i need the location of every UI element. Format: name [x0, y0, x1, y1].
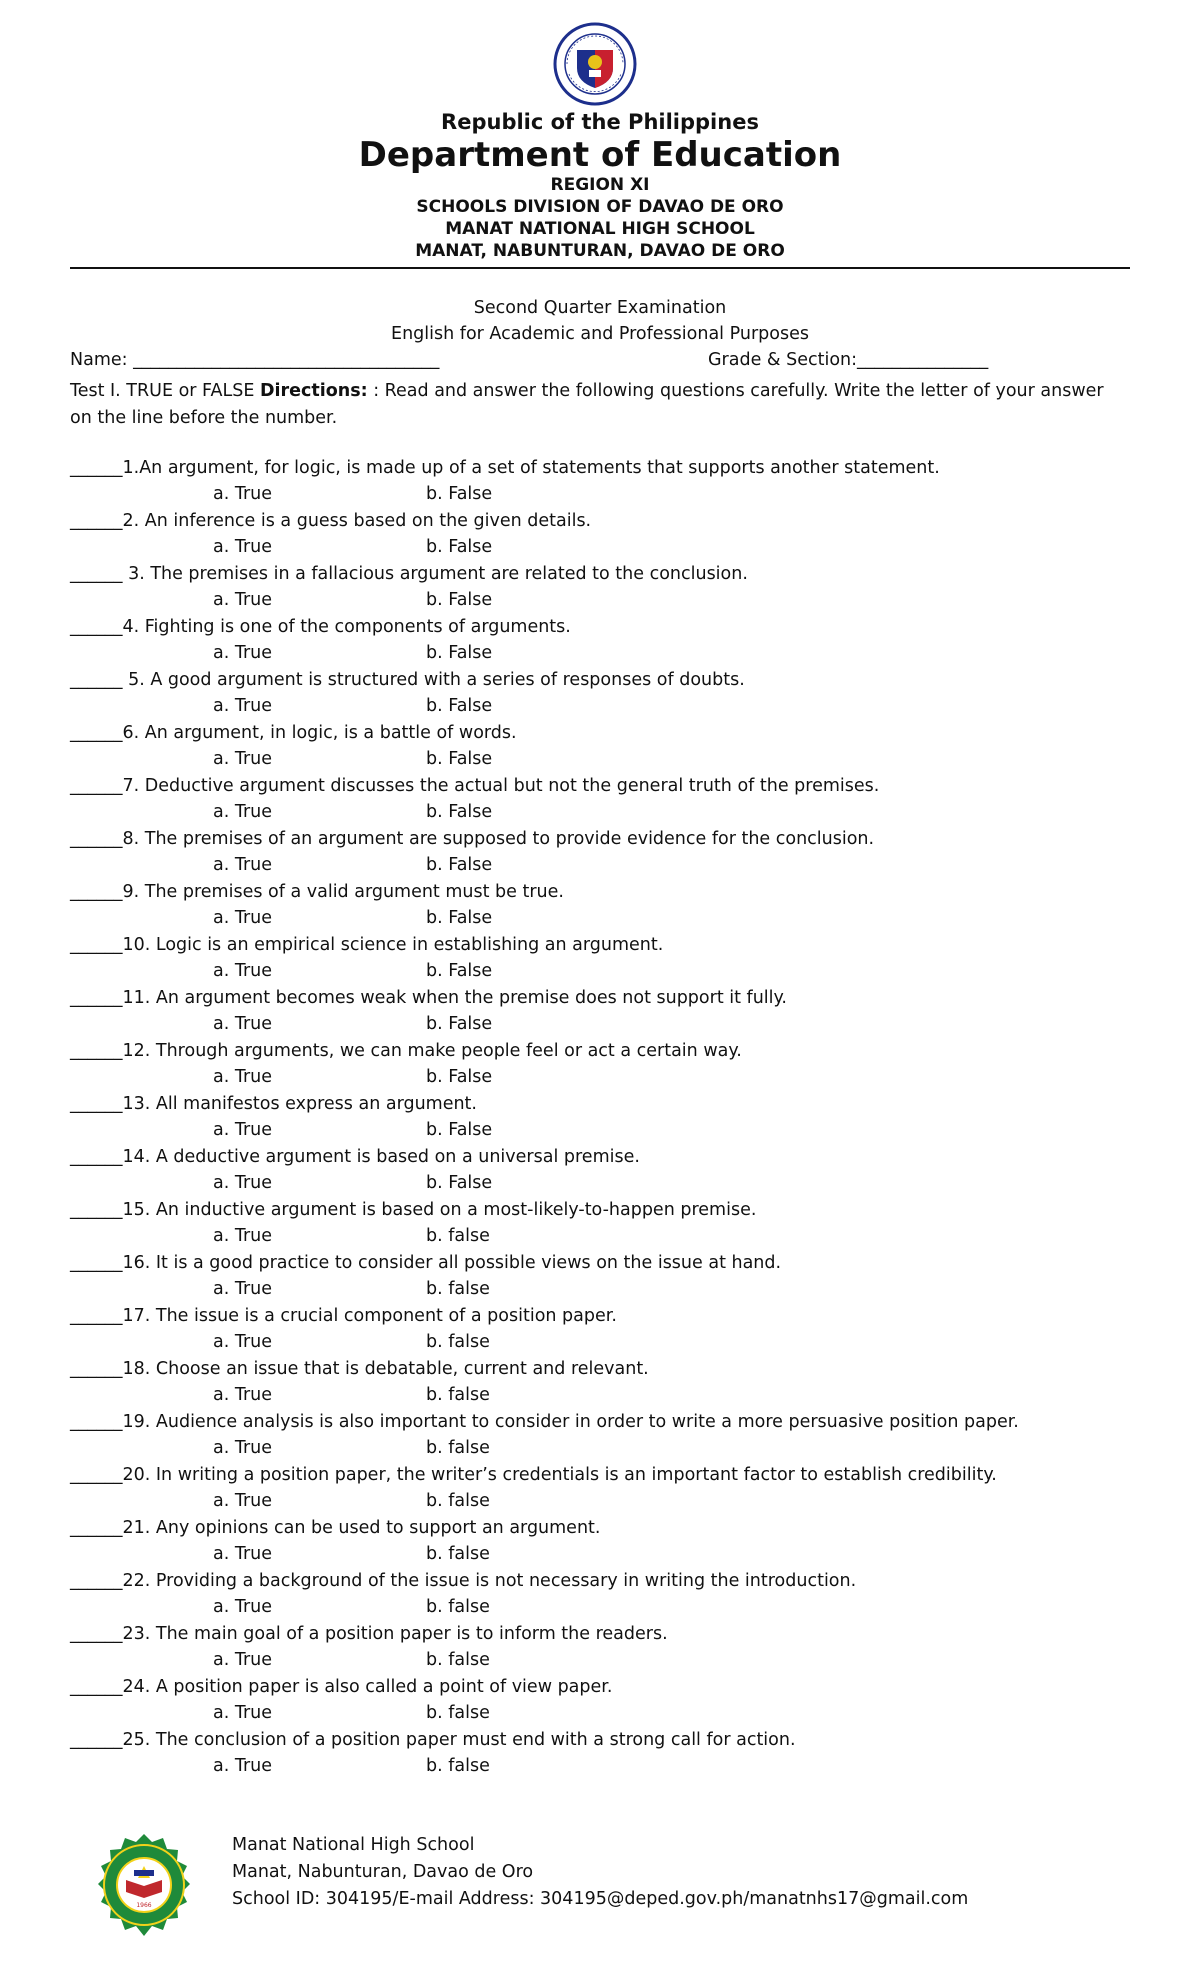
option-a: a. True — [213, 1332, 273, 1352]
option-a: a. True — [213, 802, 273, 822]
question-item — [70, 988, 1150, 1041]
option-a: a. True — [213, 1173, 273, 1193]
option-a: a. True — [213, 1279, 273, 1299]
question-stem[interactable]: ______1.An argument, for logic, is made up of a set of statements that supports another statement. — [70, 458, 940, 478]
question-stem[interactable]: ______12. Through arguments, we can make people feel or act a certain way. — [70, 1041, 742, 1061]
option-b: b. false — [426, 1438, 490, 1458]
option-b: b. False — [426, 537, 493, 557]
option-b: b. false — [426, 1332, 490, 1352]
option-a: a. True — [213, 855, 273, 875]
question-stem[interactable]: ______11. An argument becomes weak when the premise does not support it fully. — [70, 988, 787, 1008]
question-stem[interactable]: ______ 3. The premises in a fallacious argument are related to the conclusion. — [70, 564, 748, 584]
option-b: b. False — [426, 484, 493, 504]
question-stem[interactable]: ______16. It is a good practice to consider all possible views on the issue at hand. — [70, 1253, 782, 1273]
question-item — [70, 1677, 1150, 1730]
question-item — [70, 723, 1150, 776]
option-b: b. False — [426, 802, 493, 822]
header-republic: Republic of the Philippines — [441, 110, 759, 134]
seal-year: 1966 — [136, 1902, 152, 1909]
option-a: a. True — [213, 908, 273, 928]
question-stem[interactable]: ______21. Any opinions can be used to support an argument. — [70, 1518, 601, 1538]
deped-seal-icon — [553, 22, 637, 106]
option-b: b. false — [426, 1650, 490, 1670]
option-b: b. false — [426, 1703, 490, 1723]
question-item — [70, 1359, 1150, 1412]
grade-section-field[interactable]: Grade & Section:_______________ — [708, 350, 989, 370]
footer-contact: School ID: 304195/E-mail Address: 304195@deped.gov.ph/manatnhs17@gmail.com — [232, 1889, 969, 1909]
question-item — [70, 1306, 1150, 1359]
option-b: b. False — [426, 1173, 493, 1193]
option-b: b. False — [426, 1014, 493, 1034]
directions-label: Directions: — [259, 381, 368, 401]
footer-school-name: Manat National High School — [232, 1835, 475, 1855]
option-b: b. False — [426, 908, 493, 928]
option-b: b. False — [426, 643, 493, 663]
option-b: b. False — [426, 696, 493, 716]
question-item — [70, 1147, 1150, 1200]
option-a: a. True — [213, 643, 273, 663]
directions-text: : Read and answer the following questions carefully. Write the letter of your answer on the line before the number. — [70, 381, 1104, 428]
question-stem[interactable]: ______8. The premises of an argument are supposed to provide evidence for the conclusion. — [70, 829, 875, 849]
option-b: b. false — [426, 1385, 490, 1405]
question-stem[interactable]: ______2. An inference is a guess based on the given details. — [70, 511, 592, 531]
option-a: a. True — [213, 537, 273, 557]
question-item — [70, 564, 1150, 617]
question-stem[interactable]: ______22. Providing a background of the issue is not necessary in writing the introduction. — [70, 1571, 857, 1591]
question-item — [70, 1730, 1150, 1783]
question-item — [70, 511, 1150, 564]
header-school: MANAT NATIONAL HIGH SCHOOL — [445, 219, 755, 239]
question-item — [70, 1041, 1150, 1094]
option-a: a. True — [213, 484, 273, 504]
header-divider — [70, 267, 1130, 269]
option-b: b. false — [426, 1544, 490, 1564]
option-b: b. false — [426, 1756, 490, 1776]
question-stem[interactable]: ______24. A position paper is also called a point of view paper. — [70, 1677, 613, 1697]
question-list — [70, 458, 1150, 1783]
question-item — [70, 670, 1150, 723]
exam-title: Second Quarter Examination — [473, 298, 727, 318]
question-item — [70, 1624, 1150, 1677]
name-field[interactable]: Name: ___________________________________ — [70, 350, 440, 370]
option-a: a. True — [213, 590, 273, 610]
question-stem[interactable]: ______6. An argument, in logic, is a battle of words. — [70, 723, 517, 743]
question-stem[interactable]: ______17. The issue is a crucial component of a position paper. — [70, 1306, 617, 1326]
option-a: a. True — [213, 1703, 273, 1723]
option-b: b. False — [426, 749, 493, 769]
option-a: a. True — [213, 696, 273, 716]
exam-subject: English for Academic and Professional Purposes — [391, 324, 809, 344]
question-item — [70, 1200, 1150, 1253]
option-a: a. True — [213, 1067, 273, 1087]
question-stem[interactable]: ______15. An inductive argument is based on a most-likely-to-happen premise. — [70, 1200, 757, 1220]
question-stem[interactable]: ______18. Choose an issue that is debatable, current and relevant. — [70, 1359, 649, 1379]
question-item — [70, 1412, 1150, 1465]
question-stem[interactable]: ______4. Fighting is one of the components of arguments. — [70, 617, 571, 637]
option-b: b. False — [426, 855, 493, 875]
option-b: b. false — [426, 1226, 490, 1246]
option-a: a. True — [213, 1226, 273, 1246]
option-b: b. False — [426, 1120, 493, 1140]
option-a: a. True — [213, 961, 273, 981]
option-a: a. True — [213, 1544, 273, 1564]
header-region: REGION XI — [550, 175, 650, 195]
question-item — [70, 617, 1150, 670]
question-item — [70, 1571, 1150, 1624]
question-item — [70, 458, 1150, 511]
question-item — [70, 935, 1150, 988]
test-directions — [70, 378, 1130, 432]
header-department: Department of Education — [358, 135, 842, 175]
option-a: a. True — [213, 1438, 273, 1458]
question-stem[interactable]: ______20. In writing a position paper, the writer’s credentials is an important factor to establish credibility. — [70, 1465, 997, 1485]
school-seal-icon — [90, 1832, 198, 1940]
question-item — [70, 1518, 1150, 1571]
question-stem[interactable]: ______25. The conclusion of a position paper must end with a strong call for action. — [70, 1730, 796, 1750]
option-a: a. True — [213, 1385, 273, 1405]
question-stem[interactable]: ______13. All manifestos express an argument. — [70, 1094, 477, 1114]
question-item — [70, 829, 1150, 882]
test-label: Test I. TRUE or FALSE — [70, 381, 260, 401]
question-item — [70, 776, 1150, 829]
question-stem[interactable]: ______10. Logic is an empirical science in establishing an argument. — [70, 935, 664, 955]
question-stem[interactable]: ______7. Deductive argument discusses the actual but not the general truth of the premises. — [70, 776, 880, 796]
header-address: MANAT, NABUNTURAN, DAVAO DE ORO — [415, 241, 785, 261]
option-b: b. False — [426, 961, 493, 981]
footer-school-address: Manat, Nabunturan, Davao de Oro — [232, 1862, 534, 1882]
question-stem[interactable]: ______23. The main goal of a position paper is to inform the readers. — [70, 1624, 668, 1644]
option-b: b. false — [426, 1279, 490, 1299]
question-stem[interactable]: ______ 5. A good argument is structured with a series of responses of doubts. — [70, 670, 745, 690]
option-b: b. False — [426, 590, 493, 610]
option-a: a. True — [213, 749, 273, 769]
question-stem[interactable]: ______14. A deductive argument is based on a universal premise. — [70, 1147, 640, 1167]
option-b: b. false — [426, 1597, 490, 1617]
question-item — [70, 882, 1150, 935]
question-item — [70, 1094, 1150, 1147]
header-division: SCHOOLS DIVISION OF DAVAO DE ORO — [416, 197, 784, 217]
option-a: a. True — [213, 1650, 273, 1670]
question-stem[interactable]: ______9. The premises of a valid argument must be true. — [70, 882, 564, 902]
question-item — [70, 1465, 1150, 1518]
option-a: a. True — [213, 1756, 273, 1776]
question-stem[interactable]: ______19. Audience analysis is also important to consider in order to write a more persuasive position paper. — [70, 1412, 1019, 1432]
option-a: a. True — [213, 1491, 273, 1511]
option-a: a. True — [213, 1597, 273, 1617]
question-item — [70, 1253, 1150, 1306]
option-a: a. True — [213, 1014, 273, 1034]
option-a: a. True — [213, 1120, 273, 1140]
option-b: b. False — [426, 1067, 493, 1087]
option-b: b. false — [426, 1491, 490, 1511]
